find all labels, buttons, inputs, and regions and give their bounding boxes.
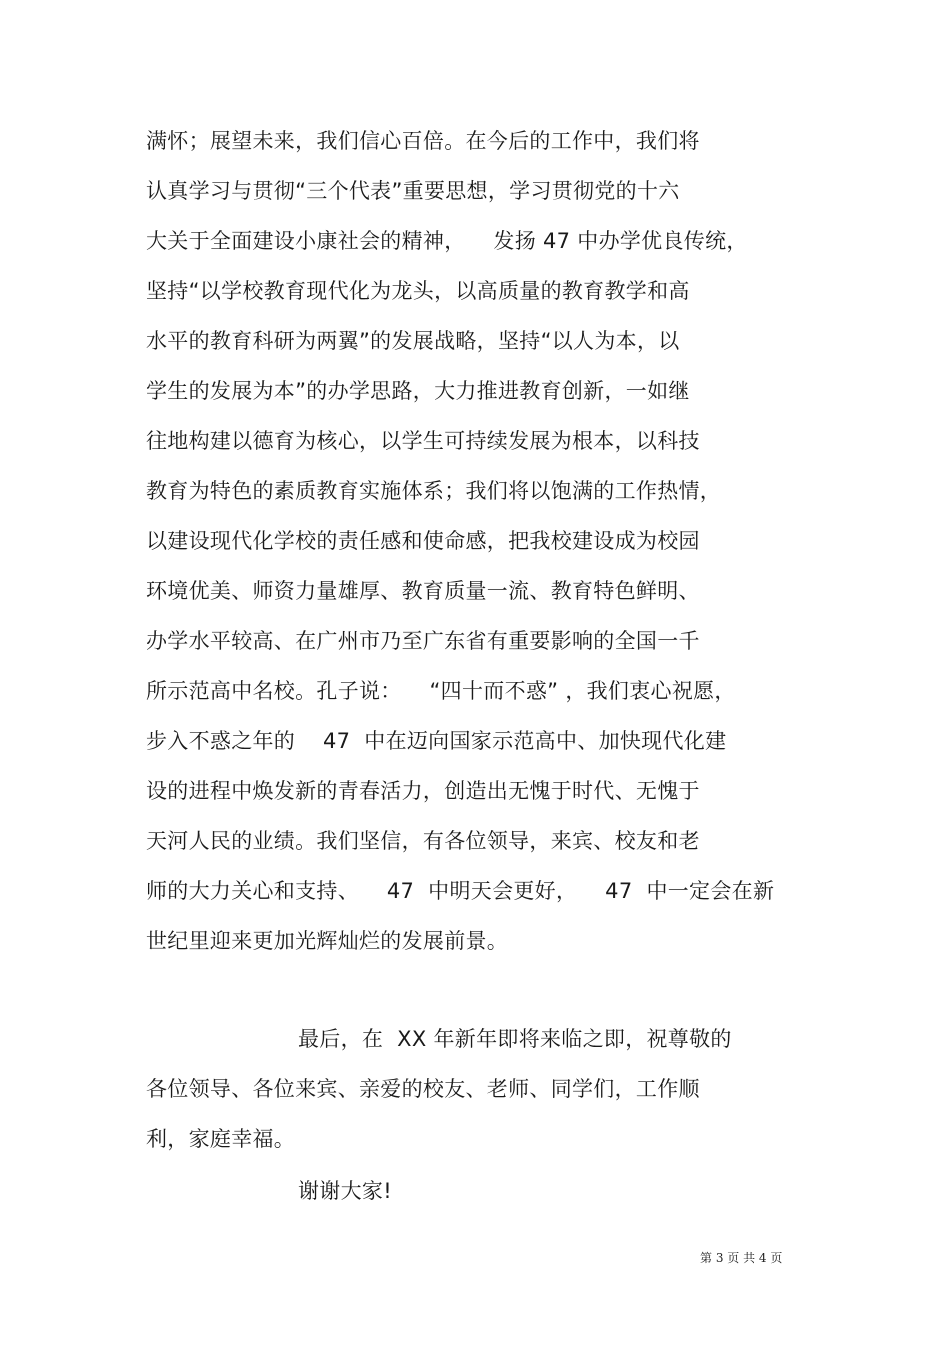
body-line: 环境优美、师资力量雄厚、教育质量一流、教育特色鲜明、 xyxy=(146,579,700,603)
body-line: 往地构建以德育为核心，以学生可持续发展为根本，以科技 xyxy=(146,429,700,453)
body-line: 师的大力关心和支持、 47 中明天会更好， 47 中一定会在新 xyxy=(146,879,775,903)
body-line: 学生的发展为本”的办学思路，大力推进教育创新，一如继 xyxy=(146,379,690,403)
body-line: 步入不惑之年的 47 中在迈向国家示范高中、加快现代化建 xyxy=(146,729,727,753)
page-number-footer: 第 3 页 共 4 页 xyxy=(700,1251,783,1265)
body-line: 天河人民的业绩。我们坚信，有各位领导，来宾、校友和老 xyxy=(146,829,700,853)
body-line: 认真学习与贯彻“三个代表”重要思想，学习贯彻党的十六 xyxy=(146,179,680,203)
body-line: 设的进程中焕发新的青春活力，创造出无愧于时代、无愧于 xyxy=(146,779,700,803)
body-line: 办学水平较高、在广州市乃至广东省有重要影响的全国一千 xyxy=(146,629,700,653)
body-line: 坚持“以学校教育现代化为龙头，以高质量的教育教学和高 xyxy=(146,279,690,303)
thanks-line: 谢谢大家! xyxy=(298,1179,392,1203)
body-line: 教育为特色的素质教育实施体系；我们将以饱满的工作热情， xyxy=(146,479,722,503)
body-line: 水平的教育科研为两翼”的发展战略，坚持“以人为本，以 xyxy=(146,329,680,353)
body-line: 满怀；展望未来，我们信心百倍。在今后的工作中，我们将 xyxy=(146,129,700,153)
body-line: 世纪里迎来更加光辉灿烂的发展前景。 xyxy=(146,929,509,953)
body-line: 以建设现代化学校的责任感和使命感，把我校建设成为校园 xyxy=(146,529,700,553)
closing-line: 最后，在 XX 年新年即将来临之即，祝尊敬的 xyxy=(298,1027,732,1051)
body-line: 所示范高中名校。孔子说： “四十而不惑” ，我们衷心祝愿， xyxy=(146,679,736,703)
closing-line: 利，家庭幸福。 xyxy=(146,1127,296,1151)
closing-line: 各位领导、各位来宾、亲爱的校友、老师、同学们，工作顺 xyxy=(146,1077,700,1101)
body-line: 大关于全面建设小康社会的精神， 发扬 47 中办学优良传统， xyxy=(146,229,748,253)
